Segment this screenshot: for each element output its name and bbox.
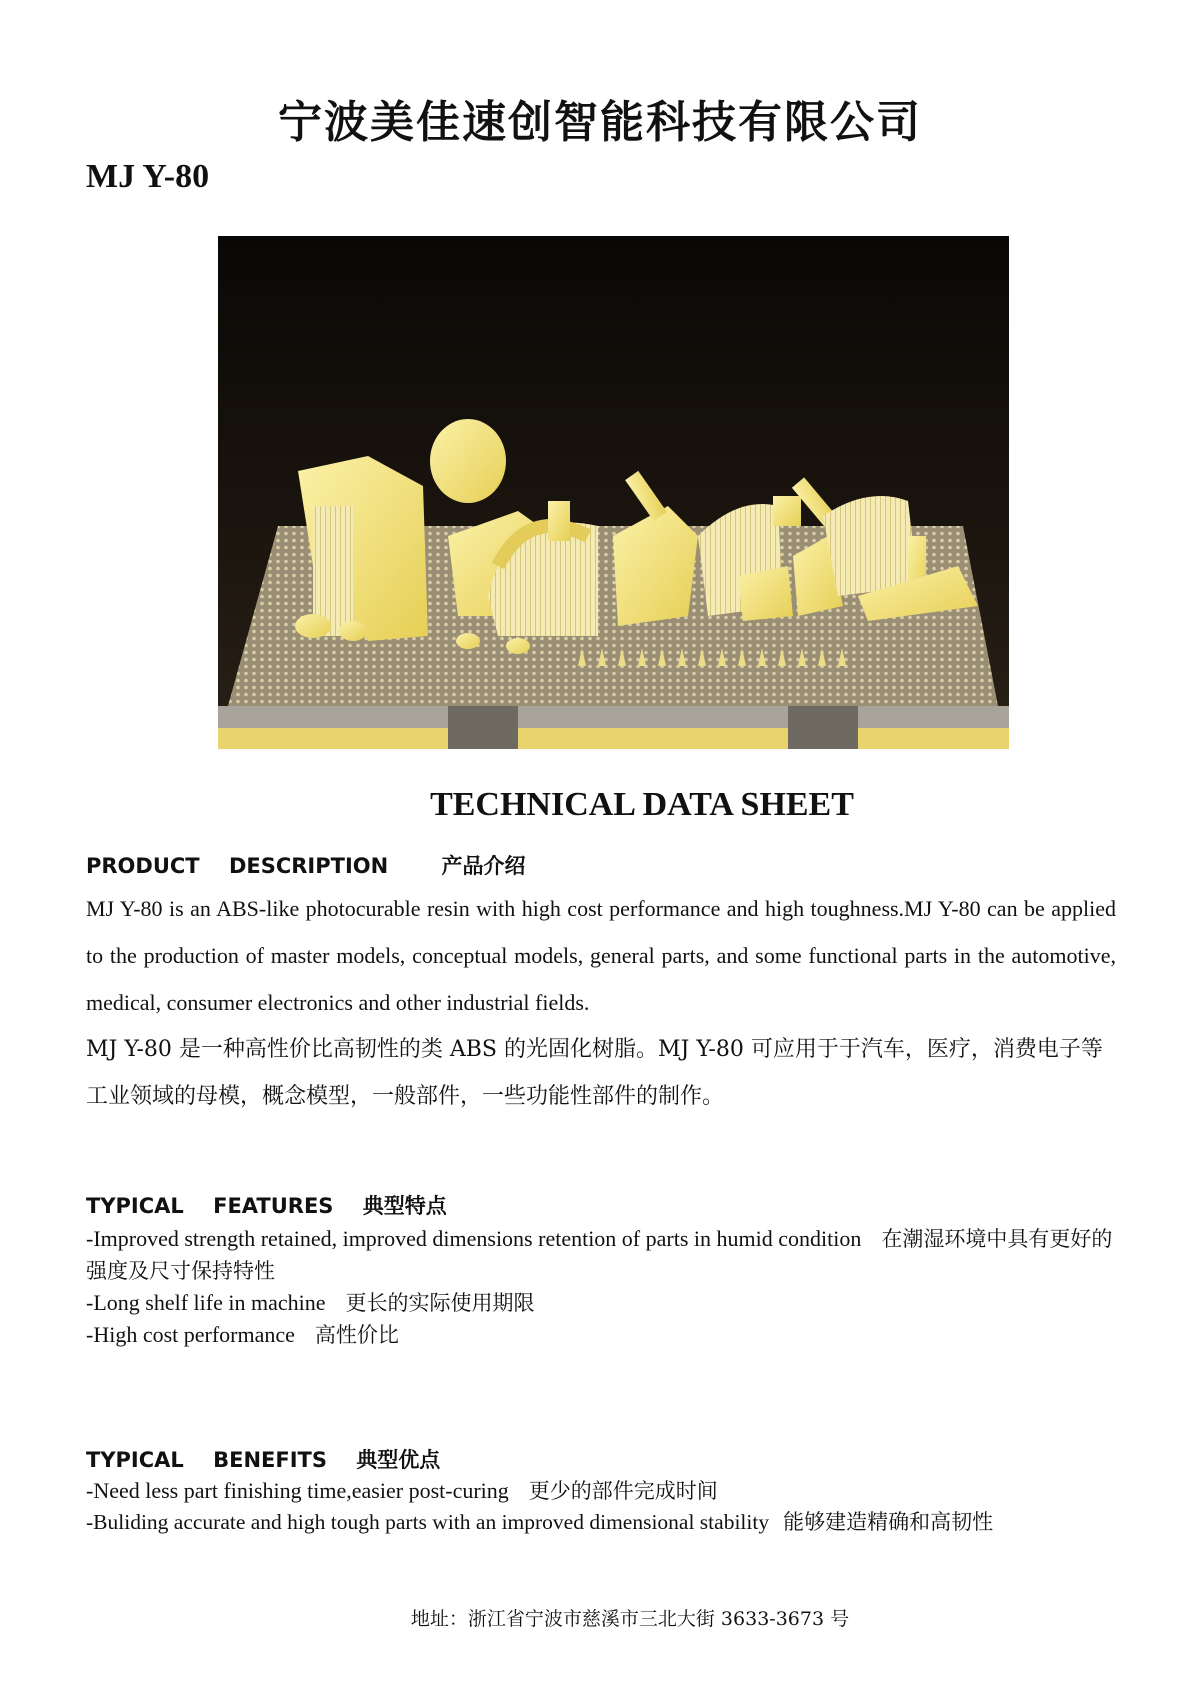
- list-item: [86, 1475, 1121, 1507]
- product-model: MJ Y-80: [86, 158, 210, 195]
- benefits-heading: [86, 1444, 440, 1474]
- description-heading-en-1: PRODUCT: [86, 854, 200, 878]
- list-item: [86, 1223, 1121, 1287]
- benefits-heading-en-1: TYPICAL: [86, 1448, 184, 1472]
- benefit-cn: 能够建造精确和高韧性: [783, 1510, 994, 1534]
- feature-en: -Improved strength retained, improved dimensions retention of parts in humid condition: [86, 1226, 862, 1251]
- description-text-en: MJ Y-80 is an ABS-like photocurable resin with high cost performance and high toughness.MJ Y-80 can be applied to the production of master models, conceptual models, general parts, and some functional parts in the automotive, medical, consumer electronics and other industrial fields.: [86, 896, 1116, 1015]
- description-heading-en-2: DESCRIPTION: [228, 854, 389, 878]
- benefits-heading-cn: 典型优点: [356, 1448, 441, 1472]
- features-heading: [86, 1190, 447, 1220]
- benefit-cn: 更少的部件完成时间: [528, 1479, 718, 1503]
- benefit-en: -Buliding accurate and high tough parts with an improved dimensional stability: [86, 1510, 770, 1534]
- feature-en: -Long shelf life in machine: [86, 1290, 326, 1315]
- list-item: [86, 1319, 1121, 1351]
- list-item: [86, 1287, 1121, 1319]
- feature-en: -High cost performance: [86, 1322, 295, 1347]
- feature-cn: 高性价比: [314, 1323, 399, 1347]
- feature-cn: 在潮湿环境中具有更好的强度及尺寸保持特性: [86, 1227, 1113, 1283]
- description-text-cn: MJ Y-80 是一种高性价比高韧性的类 ABS 的光固化树脂。MJ Y-80 可应用于于汽车，医疗，消费电子等工业领域的母模，概念模型，一般部件，一些功能性部件的制作。: [86, 1037, 1103, 1109]
- features-heading-en-1: TYPICAL: [86, 1194, 184, 1218]
- features-heading-cn: 典型特点: [362, 1194, 447, 1218]
- company-name: 宁波美佳速创智能科技有限公司: [278, 97, 922, 148]
- description-heading: [86, 850, 526, 880]
- benefit-en: -Need less part finishing time,easier post-curing: [86, 1478, 509, 1503]
- printed-parts-photo: [218, 236, 1009, 749]
- list-item: [86, 1507, 1121, 1538]
- footer-address: 地址：浙江省宁波市慈溪市三北大街 3633-3673 号: [410, 1608, 850, 1630]
- feature-cn: 更长的实际使用期限: [345, 1291, 535, 1315]
- features-list: [86, 1223, 1121, 1351]
- benefits-list: [86, 1475, 1121, 1538]
- description-heading-cn: 产品介绍: [441, 854, 526, 878]
- benefits-heading-en-2: BENEFITS: [213, 1448, 327, 1472]
- features-heading-en-2: FEATURES: [213, 1194, 334, 1218]
- sheet-title: TECHNICAL DATA SHEET: [430, 786, 854, 823]
